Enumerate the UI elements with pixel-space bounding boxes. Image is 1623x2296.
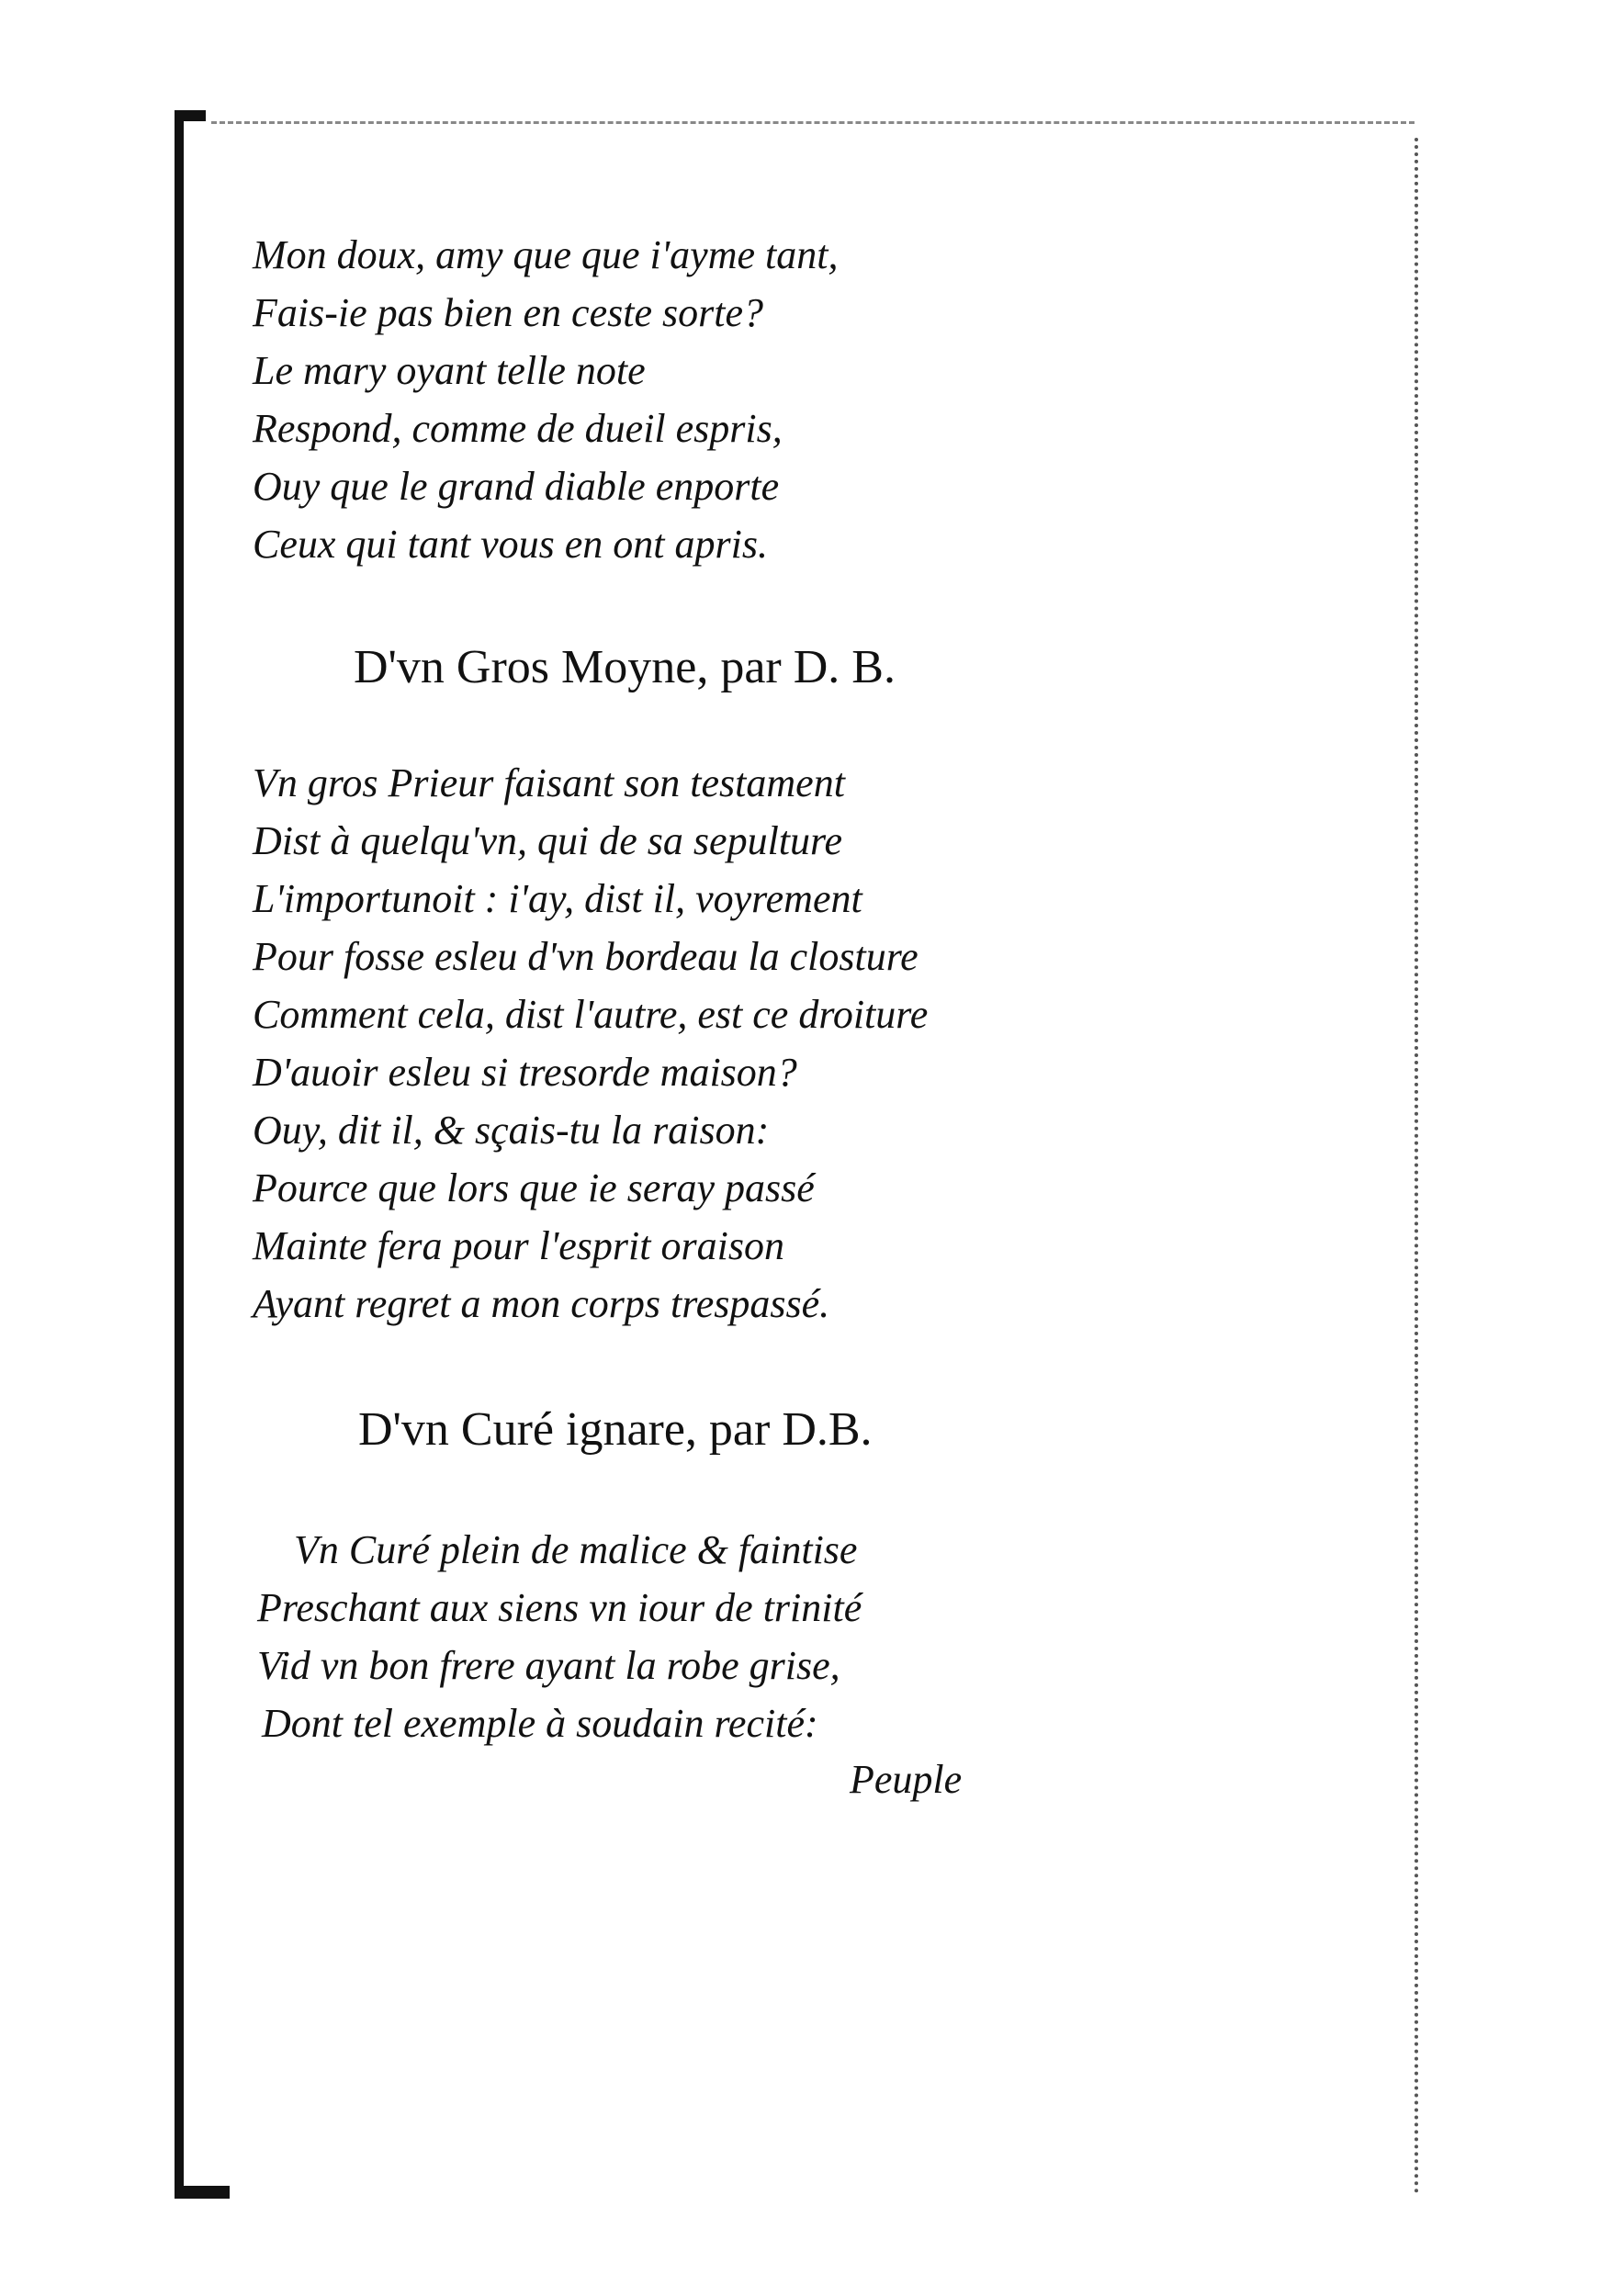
verse-line: Dont tel exemple à soudain recité: bbox=[262, 1701, 818, 1746]
verse-line: Vid vn bon frere ayant la robe grise, bbox=[257, 1643, 840, 1688]
poem-title: D'vn Gros Moyne, par D. B. bbox=[354, 641, 896, 693]
verse-line: Mainte fera pour l'esprit oraison bbox=[253, 1223, 784, 1268]
verse-line: Comment cela, dist l'autre, est ce droiture bbox=[253, 992, 929, 1037]
page-edge-left-foot bbox=[175, 2186, 230, 2199]
verse-line: Dist à quelqu'vn, qui de sa sepulture bbox=[253, 818, 843, 863]
poem-title: D'vn Curé ignare, par D.B. bbox=[358, 1403, 873, 1456]
verse-line: Respond, comme de dueil espris, bbox=[253, 406, 783, 451]
verse-line: Ayant regret a mon corps trespassé. bbox=[253, 1281, 830, 1326]
verse-line: Preschant aux siens vn iour de trinité bbox=[257, 1585, 862, 1630]
catchword: Peuple bbox=[850, 1757, 963, 1802]
verse-line: Mon doux, amy que que i'ayme tant, bbox=[253, 232, 839, 277]
verse-line: L'importunoit : i'ay, dist il, voyrement bbox=[253, 876, 862, 921]
verse-line: Fais-ie pas bien en ceste sorte? bbox=[253, 290, 763, 335]
verse-line: Ouy que le grand diable enporte bbox=[253, 464, 780, 509]
verse-line: Vn Curé plein de malice & faintise bbox=[294, 1527, 858, 1572]
verse-line: Vn gros Prieur faisant son testament bbox=[253, 760, 845, 805]
verse-line: Pour fosse esleu d'vn bordeau la closture bbox=[253, 934, 919, 979]
verse-line: Ceux qui tant vous en ont apris. bbox=[253, 522, 768, 567]
page-edge-right bbox=[1414, 138, 1422, 2195]
page-edge-top bbox=[211, 121, 1414, 124]
page-edge-left bbox=[175, 110, 184, 2195]
page-edge-left-head bbox=[175, 110, 206, 121]
verse-line: Ouy, dit il, & sçais-tu la raison: bbox=[253, 1108, 770, 1153]
verse-line: Pource que lors que ie seray passé bbox=[253, 1165, 815, 1210]
verse-line: D'auoir esleu si tresorde maison? bbox=[253, 1050, 797, 1095]
verse-line: Le mary oyant telle note bbox=[253, 348, 646, 393]
